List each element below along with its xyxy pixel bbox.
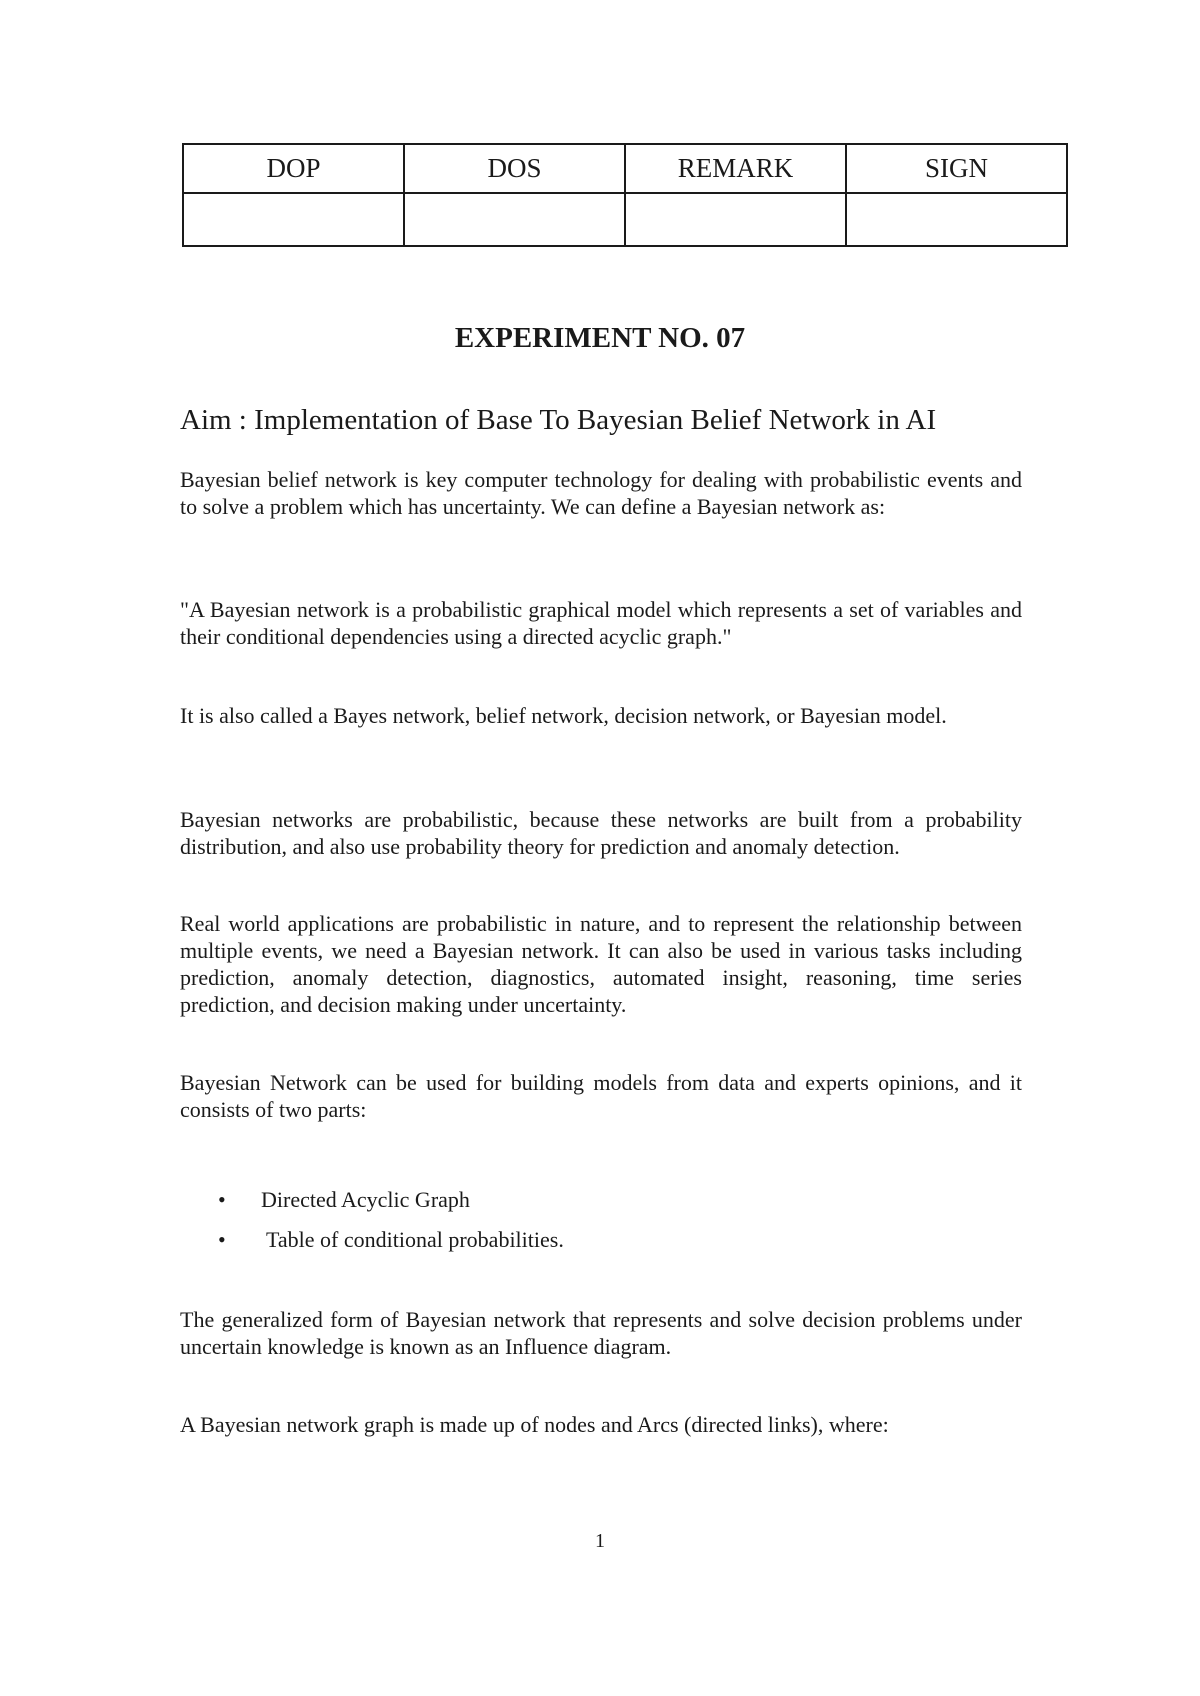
evaluation-table xyxy=(182,143,1068,247)
column-header-dop: DOP xyxy=(183,144,404,193)
parts-list xyxy=(180,1186,1022,1266)
real-world-paragraph: Real world applications are probabilistic in nature, and to represent the relationship between multiple events, we need a Bayesian network. It can also be used in various tasks including prediction, anomaly detection, diagnostics, automated insight, reasoning, time series prediction, and decision making under uncertainty. xyxy=(180,911,1022,1017)
column-header-dos: DOS xyxy=(404,144,625,193)
intro-paragraph: Bayesian belief network is key computer technology for dealing with probabilistic events and to solve a problem which has uncertainty. We can define a Bayesian network as: xyxy=(180,467,1022,519)
definition-quote: "A Bayesian network is a probabilistic graphical model which represents a set of variables and their conditional dependencies using a directed acyclic graph." xyxy=(180,597,1022,649)
cell-dop xyxy=(183,193,404,246)
column-header-remark: REMARK xyxy=(625,144,846,193)
influence-diagram-paragraph: The generalized form of Bayesian network that represents and solve decision problems under uncertain knowledge is known as an Influence diagram. xyxy=(180,1307,1022,1359)
cell-dos xyxy=(404,193,625,246)
evaluation-table-row xyxy=(183,193,1067,246)
probabilistic-paragraph: Bayesian networks are probabilistic, because these networks are built from a probability distribution, and also use probability theory for prediction and anomaly detection. xyxy=(180,807,1022,859)
bullet-icon: • xyxy=(218,1187,226,1212)
cell-sign xyxy=(846,193,1067,246)
cell-remark xyxy=(625,193,846,246)
aim-heading: Aim : Implementation of Base To Bayesian Belief Network in AI xyxy=(180,404,937,436)
experiment-title: EXPERIMENT NO. 07 xyxy=(454,322,746,354)
page-number: 1 xyxy=(595,1530,605,1552)
list-item xyxy=(180,1226,1022,1266)
two-parts-paragraph: Bayesian Network can be used for building models from data and experts opinions, and it consists of two parts: xyxy=(180,1070,1022,1122)
list-item-text: Directed Acyclic Graph xyxy=(261,1187,470,1212)
column-header-sign: SIGN xyxy=(846,144,1067,193)
graph-paragraph: A Bayesian network graph is made up of nodes and Arcs (directed links), where: xyxy=(180,1412,889,1437)
bullet-icon: • xyxy=(218,1227,226,1252)
list-item-text: Table of conditional probabilities. xyxy=(266,1227,564,1252)
also-called-paragraph: It is also called a Bayes network, belief network, decision network, or Bayesian model. xyxy=(180,703,947,728)
evaluation-table-header-row xyxy=(183,144,1067,193)
list-item xyxy=(180,1186,1022,1226)
